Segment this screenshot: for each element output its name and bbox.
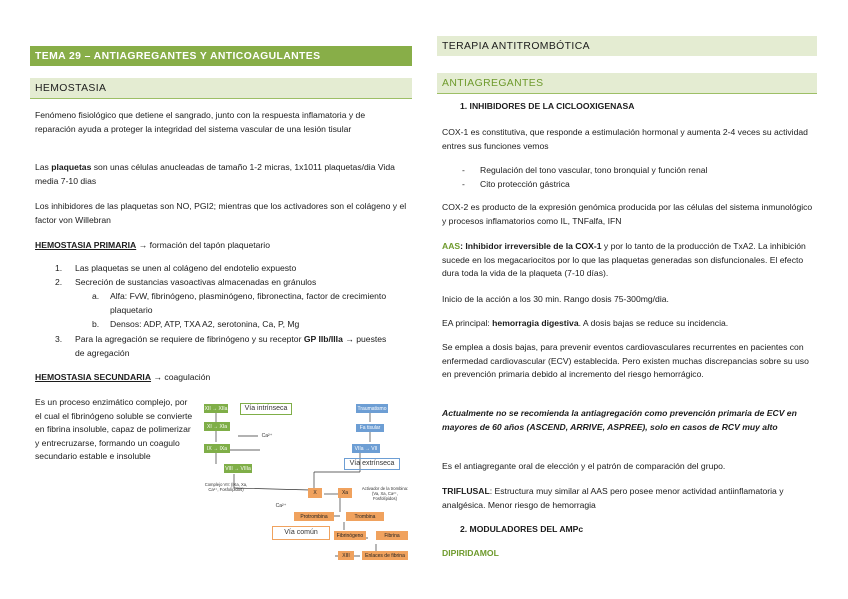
secundaria-heading: HEMOSTASIA SECUNDARIA → coagulación [35,372,211,382]
fibrina: Fibrina [376,531,408,540]
activador-trombina: Activador de la trombina: (Va, Xa, Ca²⁺, Fosfolípidos) [361,485,409,501]
hemostasia-title: HEMOSTASIA [35,82,107,94]
inhibidores-heading: 1. INHIBIDORES DE LA CICLOOXIGENASA [460,101,635,111]
primaria-heading: HEMOSTASIA PRIMARIA → formación del tapón plaquetario [35,240,270,250]
eleccion-text: Es el antiagregante oral de elección y el patrón de comparación del grupo. [442,461,726,471]
tema-title: TEMA 29 – ANTIAGREGANTES Y ANTICOAGULANTES [35,50,321,62]
tema-title-bar [30,46,412,66]
terapia-title: TERAPIA ANTITROMBÓTICA [442,40,590,52]
factor-xa: Xa [338,488,352,498]
calcium-1: Ca²⁺ [261,433,273,439]
inicio-text: Inicio de la acción a los 30 min. Rango dosis 75-300mg/dia. [442,294,669,304]
antiagregantes-title-bar [437,73,817,93]
factor-xii: XII → XIIa [204,405,228,412]
factor-ix: IX → IXa [204,444,230,453]
factor-viii: VIII → VIIIa [225,465,251,472]
aas-text: AAS: Inhibidor irreversible de la COX-1 y por lo tanto de la producción de TxA2. La inhibición sucede en los megacariocitos por lo que las plaquetas generadas son disfuncionales. El efecto dura toda la vida de la plaqueta (7-10 días). [442,241,806,279]
hemostasia-title-bar [30,78,412,98]
via-extrinseca-label: Vía extrínseca [344,458,400,470]
cox1-text: COX-1 es constitutiva, que responde a estimulación hormonal y aumenta 2-4 veces su actividad entres sus funciones vemos [442,127,808,151]
moduladores-heading: 2. MODULADORES DEL AMPc [460,524,584,534]
intro-text: Fenómeno fisiológico que detiene el sangrado, junto con la respuesta inflamatoria y de reparación ayuda a proteger la integridad del sistema vascular de una lesión tisular [35,110,366,134]
cox2-text: COX-2 es producto de la expresión genómica producida por las células del sistema inmunológico y procesos inflamatorios como IL, TNFalfa, IFN [442,202,813,226]
triflusal-text: TRIFLUSAL: Estructura muy similar al AAS pero posee menor actividad antiinflamatoria y analgésica. Menor riesgo de hemorragia [442,486,784,510]
enlaces-fibrina: Enlaces de fibrina [362,551,408,560]
coagulation-diagram [200,398,410,564]
antiagregantes-title: ANTIAGREGANTES [442,77,544,89]
proceso-text: Es un proceso enzimático complejo, por el cual el fibrinógeno soluble se convierte en fibrina insoluble, capaz de polimerizar y entrecruzarse, formando un coagulo secundario estable e insoluble [35,397,193,462]
factor-vii: VIIa → VII [352,444,380,453]
divider [437,93,817,94]
factor-xiii: XIII [338,551,354,560]
complejo-vii: Complejo VII: (IXa, Xa, Ca²⁺, Fosfolípidos) [204,482,248,492]
dosis-bajas-text: Se emplea a dosis bajas, para prevenir eventos cardiovasculares recurrentes en pacientes con enfermedad cardiovascular (ECV) establecida. Pero existen muchas discrepancias sobre su uso en prevención primaria debido al incremento del riesgo hemorrágico. [442,342,809,380]
trombina: Trombina [346,512,384,521]
via-comun-label: Vía común [272,526,330,540]
calcium-2: Ca²⁺ [275,503,287,509]
factor-xi: XI → XIa [204,422,230,431]
ea-text: EA principal: hemorragia digestiva. A dosis bajas se reduce su incidencia. [442,318,729,328]
terapia-title-bar [437,36,817,56]
traumatismo: Traumatismo [357,405,387,412]
actualmente-text: Actualmente no se recomienda la antiagregación como prevención primaria de ECV en mayores de 60 años (ASCEND, ARRIVE, ASPREE), solo en casos de RCV muy alto [442,408,797,432]
plaquetas-text: Las plaquetas son unas células anucleadas de tamaño 1-2 micras, 1x1011 plaquetas/dia Vida media 7-10 dias [35,162,395,186]
dipiridamol-heading: DIPIRIDAMOL [442,548,499,558]
protrombina: Protrombina [294,512,334,521]
fibrinogeno: Fibrinógeno [334,531,366,540]
inhibidores-text: Los inhibidores de las plaquetas son NO, PGI2; mientras que los activadores son el colágeno y el factor von Willebran [35,201,407,225]
factor-tisular: Fa tisular [356,424,384,432]
via-intrinseca-label: Vía intrínseca [240,403,292,415]
factor-x: X [308,488,322,498]
divider [30,98,412,99]
